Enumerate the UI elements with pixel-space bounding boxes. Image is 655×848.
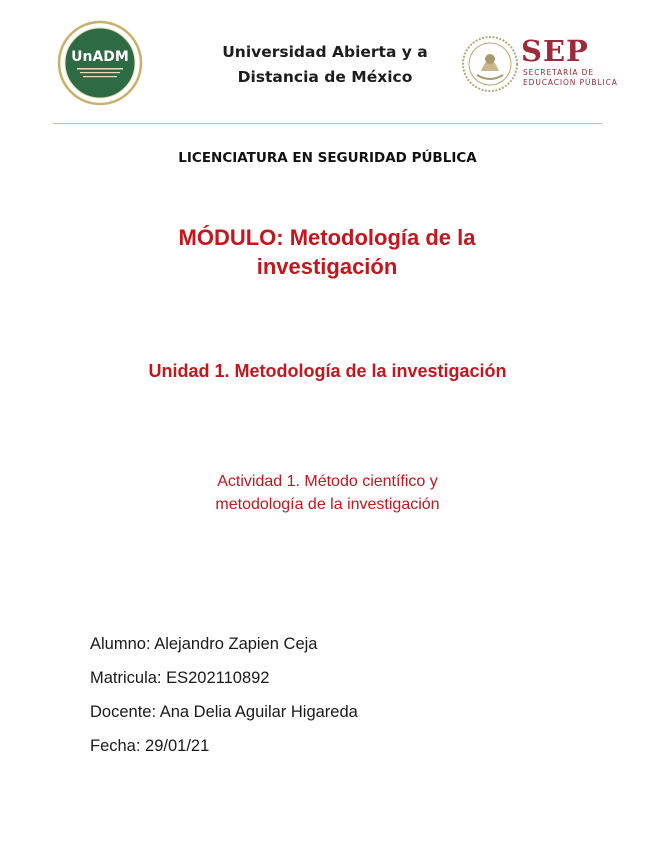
national-seal-icon	[461, 35, 519, 93]
teacher-name: Docente: Ana Delia Aguilar Higareda	[90, 703, 358, 721]
program-title: LICENCIATURA EN SEGURIDAD PÚBLICA	[178, 150, 477, 166]
sep-logo	[461, 35, 631, 97]
sep-subtitle-line-1: SECRETARÍA DE	[523, 68, 594, 77]
header	[0, 0, 655, 120]
module-title-line-2: investigación	[256, 254, 398, 279]
module-title-line-1: MÓDULO: Metodología de la	[178, 225, 476, 250]
sep-subtitle-line-2: EDUCACIÓN PÚBLICA	[523, 78, 618, 87]
sep-subtitle	[523, 68, 618, 88]
module-title	[127, 223, 527, 281]
activity-title-line-2: metodología de la investigación	[215, 496, 440, 513]
submission-date: Fecha: 29/01/21	[90, 737, 210, 755]
unit-title: Unidad 1. Metodología de la investigación	[148, 361, 507, 381]
university-line-2: Distancia de México	[237, 68, 413, 86]
activity-title	[180, 470, 475, 516]
unadm-logo-text: UnADM	[71, 49, 129, 65]
student-details	[90, 633, 358, 769]
student-id: Matricula: ES202110892	[90, 669, 270, 687]
unadm-logo	[57, 20, 143, 106]
activity-title-line-1: Actividad 1. Método científico y	[217, 473, 438, 490]
sep-word: SEP	[521, 34, 589, 68]
student-name: Alumno: Alejandro Zapien Ceja	[90, 635, 318, 653]
university-line-1: Universidad Abierta y a	[222, 43, 428, 61]
university-name	[180, 40, 470, 90]
header-divider	[53, 123, 602, 124]
